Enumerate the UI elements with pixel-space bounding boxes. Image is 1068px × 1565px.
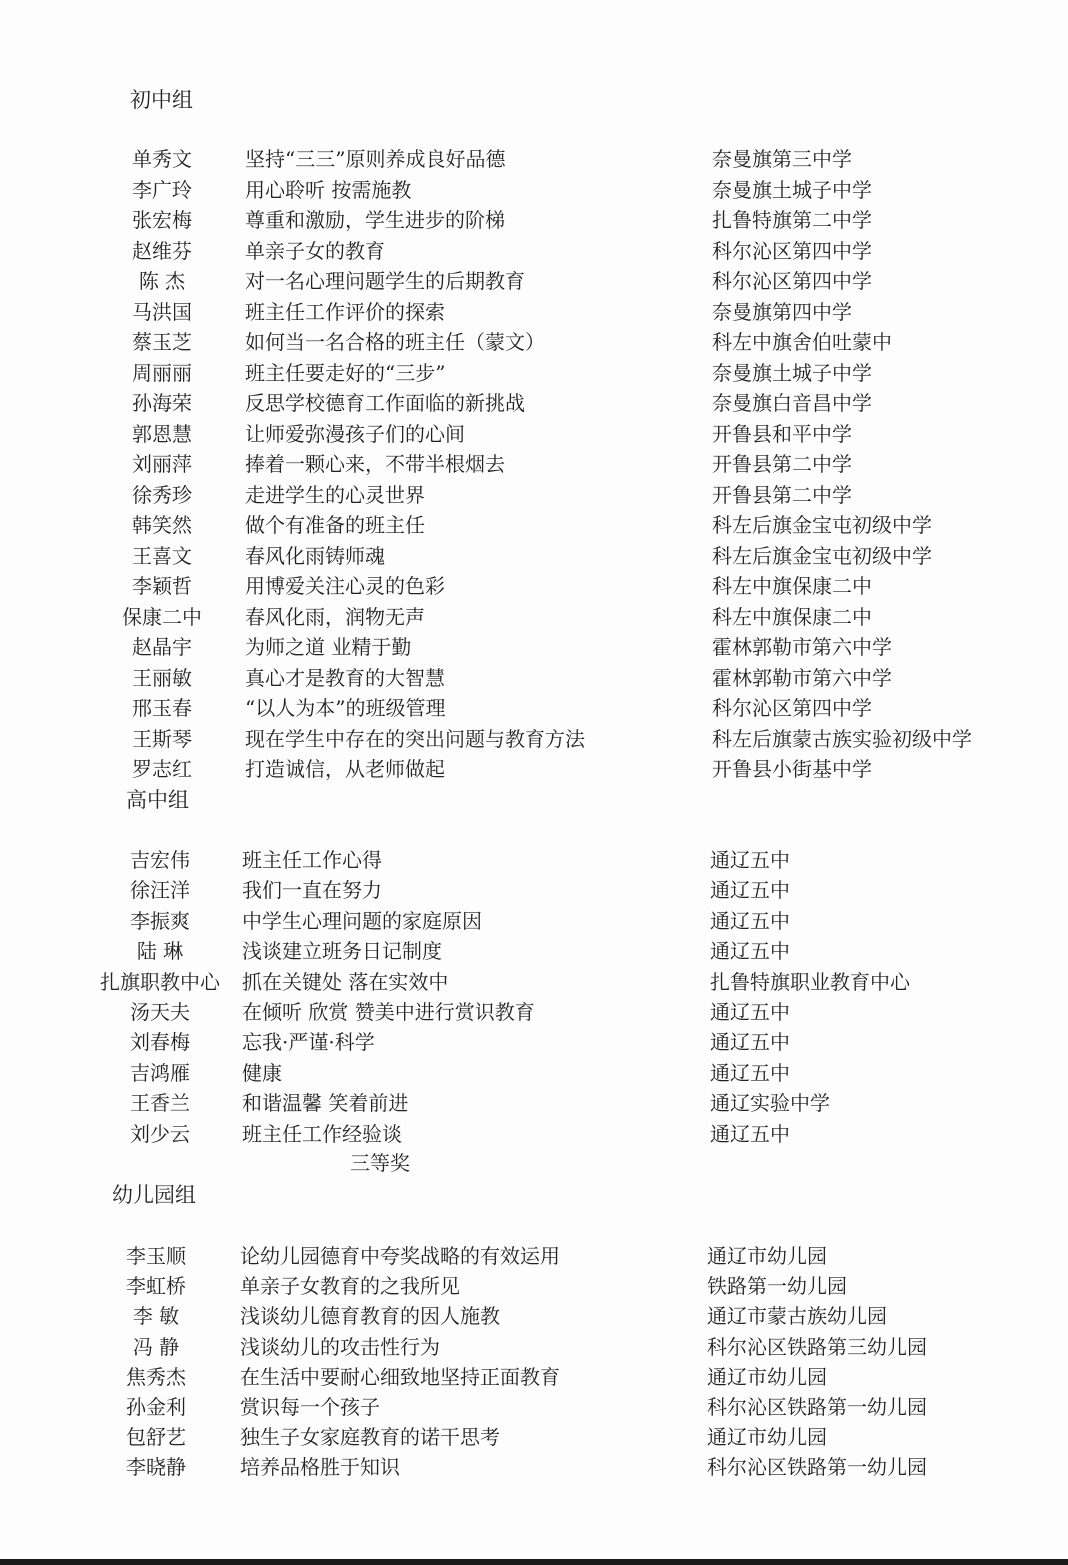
award-entry-row: [0, 297, 1068, 327]
entry-author-name: 徐秀珍: [132, 482, 192, 507]
award-entry-row: [0, 1271, 1068, 1301]
award-entry-row: [0, 541, 1068, 571]
award-entry-row: [0, 1119, 1068, 1149]
award-entry-row: [0, 266, 1068, 296]
award-entry-row: [0, 1422, 1068, 1452]
entry-school-unit: 科尔沁区第四中学: [712, 238, 872, 263]
entry-paper-title: 班主任工作心得: [242, 848, 382, 872]
entry-paper-title: 班主任工作评价的探索: [245, 299, 445, 324]
award-level-third-prize: 三等奖: [350, 1151, 410, 1175]
entry-paper-title: 捧着一颗心来，不带半根烟去: [245, 452, 505, 476]
entry-school-unit: 霍林郭勒市第六中学: [712, 635, 892, 659]
entry-author-name: 王丽敏: [132, 665, 192, 690]
entry-paper-title: 班主任要走好的“三步”: [245, 360, 446, 385]
entry-paper-title: 健康: [242, 1060, 282, 1085]
entry-paper-title: 和谐温馨 笑着前进: [242, 1091, 409, 1116]
entry-school-unit: 奈曼旗第四中学: [712, 299, 852, 324]
entry-school-unit: 霍林郭勒市第六中学: [712, 665, 892, 690]
award-entry-row: [0, 571, 1068, 601]
entry-paper-title: 论幼儿园德育中夸奖战略的有效运用: [240, 1244, 560, 1268]
entry-school-unit: 通辽五中: [710, 878, 790, 903]
entry-paper-title: 单亲子女教育的之我所见: [240, 1274, 460, 1299]
entry-school-unit: 开鲁县第二中学: [712, 482, 852, 507]
entry-paper-title: 现在学生中存在的突出问题与教育方法: [245, 726, 585, 751]
entry-author-name: 蔡玉芝: [132, 330, 192, 354]
entry-author-name: 孙金利: [126, 1395, 186, 1419]
award-entry-row: [0, 724, 1068, 754]
award-entry-row: [0, 906, 1068, 936]
entry-paper-title: 真心才是教育的大智慧: [245, 665, 445, 690]
entry-author-name: 扎旗职教中心: [100, 969, 220, 994]
entry-author-name: 陆 琳: [136, 939, 184, 964]
entry-school-unit: 开鲁县小街基中学: [712, 757, 872, 781]
entry-author-name: 马洪国: [132, 299, 192, 324]
entry-author-name: 罗志红: [132, 757, 192, 781]
entry-author-name: 刘春梅: [130, 1030, 190, 1055]
entry-paper-title: 中学生心理问题的家庭原因: [242, 908, 482, 933]
entry-author-name: 保康二中: [122, 604, 202, 629]
award-entry-row: [0, 663, 1068, 693]
entry-school-unit: 科左中旗保康二中: [712, 574, 872, 598]
award-entry-row: [0, 480, 1068, 510]
entry-school-unit: 通辽市幼儿园: [707, 1425, 827, 1450]
entry-paper-title: 浅谈建立班务日记制度: [242, 939, 442, 964]
award-entry-row: [0, 845, 1068, 875]
entry-school-unit: 奈曼旗土城子中学: [712, 360, 872, 385]
entry-author-name: 刘少云: [130, 1121, 190, 1146]
entry-author-name: 李颖哲: [132, 574, 192, 598]
entry-paper-title: 走进学生的心灵世界: [245, 482, 425, 507]
award-entry-row: [0, 875, 1068, 905]
entry-paper-title: 反思学校德育工作面临的新挑战: [245, 391, 525, 415]
entry-paper-title: 在倾听 欣赏 赞美中进行赏识教育: [242, 1000, 535, 1024]
entry-paper-title: 用博爱关注心灵的色彩: [245, 574, 445, 598]
entry-author-name: 焦秀杰: [126, 1364, 186, 1389]
entry-school-unit: 扎鲁特旗第二中学: [712, 208, 872, 232]
entry-author-name: 王喜文: [132, 543, 192, 568]
award-entry-row: [0, 327, 1068, 357]
entry-school-unit: 科尔沁区铁路第一幼儿园: [707, 1455, 927, 1480]
entry-author-name: 王斯琴: [132, 726, 192, 751]
entry-author-name: 孙海荣: [132, 391, 192, 415]
entry-school-unit: 科左后旗金宝屯初级中学: [712, 543, 932, 568]
entry-author-name: 吉宏伟: [130, 848, 190, 872]
entry-paper-title: 独生子女家庭教育的诺干思考: [240, 1425, 500, 1450]
award-entry-row: [0, 175, 1068, 205]
entry-school-unit: 通辽实验中学: [710, 1091, 830, 1116]
entry-school-unit: 通辽五中: [710, 939, 790, 964]
entry-school-unit: 通辽五中: [710, 1060, 790, 1085]
award-entry-row: [0, 936, 1068, 966]
award-entry-row: [0, 1452, 1068, 1482]
award-entry-row: [0, 1392, 1068, 1422]
entry-school-unit: 通辽五中: [710, 1000, 790, 1024]
entry-school-unit: 科左中旗舍伯吐蒙中: [712, 330, 892, 354]
entry-paper-title: 如何当一名合格的班主任（蒙文）: [245, 330, 545, 354]
entry-school-unit: 通辽五中: [710, 1030, 790, 1055]
page-bottom-rule: [0, 1559, 1068, 1565]
entry-school-unit: 通辽市幼儿园: [707, 1364, 827, 1389]
entry-school-unit: 科尔沁区第四中学: [712, 269, 872, 293]
section-heading-kindergarten: 幼儿园组: [112, 1183, 196, 1207]
entry-author-name: 陈 杰: [138, 269, 186, 293]
award-entry-row: [0, 358, 1068, 388]
entry-paper-title: 为师之道 业精于勤: [245, 635, 412, 659]
award-entry-row: [0, 205, 1068, 235]
entry-school-unit: 科尔沁区铁路第三幼儿园: [707, 1334, 927, 1359]
entry-author-name: 王香兰: [130, 1091, 190, 1116]
entry-paper-title: 尊重和激励，学生进步的阶梯: [245, 208, 505, 232]
entry-paper-title: 在生活中要耐心细致地坚持正面教育: [240, 1364, 560, 1389]
award-entry-row: [0, 1027, 1068, 1057]
entry-author-name: 韩笑然: [132, 513, 192, 537]
entry-school-unit: 扎鲁特旗职业教育中心: [710, 969, 910, 994]
award-entry-row: [0, 602, 1068, 632]
entry-author-name: 李晓静: [126, 1455, 186, 1480]
entry-paper-title: 浅谈幼儿德育教育的因人施教: [240, 1304, 500, 1329]
award-entry-row: [0, 1362, 1068, 1392]
entry-paper-title: 用心聆听 按需施教: [245, 177, 412, 202]
entry-paper-title: 坚持“三三”原则养成良好品德: [245, 147, 506, 171]
award-entry-row: [0, 997, 1068, 1027]
award-entry-row: [0, 967, 1068, 997]
award-entry-row: [0, 632, 1068, 662]
entry-paper-title: 单亲子女的教育: [245, 238, 385, 263]
award-entry-row: [0, 236, 1068, 266]
entry-school-unit: 通辽五中: [710, 908, 790, 933]
entry-author-name: 汤天夫: [130, 1000, 190, 1024]
entry-author-name: 邢玉春: [132, 696, 192, 720]
entry-author-name: 单秀文: [132, 147, 192, 171]
entry-paper-title: 忘我·严谨·科学: [242, 1030, 375, 1055]
entry-author-name: 吉鸿雁: [130, 1060, 190, 1085]
entry-paper-title: 春风化雨铸师魂: [245, 543, 385, 568]
entry-author-name: 李 敏: [132, 1304, 180, 1329]
entry-author-name: 李振爽: [130, 908, 190, 933]
award-entry-row: [0, 144, 1068, 174]
award-entry-row: [0, 449, 1068, 479]
entry-school-unit: 通辽五中: [710, 1121, 790, 1146]
entry-paper-title: 培养品格胜于知识: [240, 1455, 400, 1480]
entry-school-unit: 奈曼旗第三中学: [712, 147, 852, 171]
section-heading-junior-high: 初中组: [130, 88, 193, 112]
entry-school-unit: 科尔沁区第四中学: [712, 696, 872, 720]
entry-school-unit: 开鲁县和平中学: [712, 421, 852, 446]
entry-school-unit: 铁路第一幼儿园: [707, 1274, 847, 1299]
award-entry-row: [0, 754, 1068, 784]
entry-author-name: 李玉顺: [126, 1244, 186, 1268]
entry-paper-title: 我们一直在努力: [242, 878, 382, 903]
entry-paper-title: 抓在关键处 落在实效中: [242, 969, 449, 994]
entry-school-unit: 通辽五中: [710, 848, 790, 872]
entry-author-name: 包舒艺: [126, 1425, 186, 1450]
entry-author-name: 郭恩慧: [132, 421, 192, 446]
entry-school-unit: 奈曼旗土城子中学: [712, 177, 872, 202]
award-entry-row: [0, 419, 1068, 449]
entry-school-unit: 科左中旗保康二中: [712, 604, 872, 629]
entry-author-name: 冯 静: [132, 1334, 180, 1359]
entry-school-unit: 通辽市蒙古族幼儿园: [707, 1304, 887, 1329]
entry-school-unit: 科左后旗蒙古族实验初级中学: [712, 726, 972, 751]
entry-school-unit: 开鲁县第二中学: [712, 452, 852, 476]
entry-paper-title: 对一名心理问题学生的后期教育: [245, 269, 525, 293]
entry-school-unit: 科尔沁区铁路第一幼儿园: [707, 1395, 927, 1419]
entry-author-name: 赵维芬: [132, 238, 192, 263]
award-entry-row: [0, 1058, 1068, 1088]
entry-author-name: 赵晶宇: [132, 635, 192, 659]
award-entry-row: [0, 693, 1068, 723]
entry-paper-title: 班主任工作经验谈: [242, 1121, 402, 1146]
entry-paper-title: 做个有准备的班主任: [245, 513, 425, 537]
entry-paper-title: 赏识每一个孩子: [240, 1395, 380, 1419]
entry-paper-title: 春风化雨，润物无声: [245, 604, 425, 629]
entry-paper-title: 打造诚信，从老师做起: [245, 757, 445, 781]
award-entry-row: [0, 1241, 1068, 1271]
entry-author-name: 李虹桥: [126, 1274, 186, 1299]
entry-author-name: 刘丽萍: [132, 452, 192, 476]
entry-paper-title: 让师爱弥漫孩子们的心间: [245, 421, 465, 446]
entry-author-name: 徐汪洋: [130, 878, 190, 903]
entry-school-unit: 通辽市幼儿园: [707, 1244, 827, 1268]
section-heading-senior-high: 高中组: [126, 788, 189, 812]
award-entry-row: [0, 510, 1068, 540]
entry-author-name: 李广玲: [132, 177, 192, 202]
award-entry-row: [0, 388, 1068, 418]
entry-author-name: 张宏梅: [132, 208, 192, 232]
entry-paper-title: 浅谈幼儿的攻击性行为: [240, 1334, 440, 1359]
entry-school-unit: 奈曼旗白音昌中学: [712, 391, 872, 415]
entry-author-name: 周丽丽: [132, 360, 192, 385]
award-entry-row: [0, 1332, 1068, 1362]
entry-school-unit: 科左后旗金宝屯初级中学: [712, 513, 932, 537]
award-entry-row: [0, 1088, 1068, 1118]
entry-paper-title: “以人为本”的班级管理: [245, 696, 446, 720]
award-entry-row: [0, 1301, 1068, 1331]
